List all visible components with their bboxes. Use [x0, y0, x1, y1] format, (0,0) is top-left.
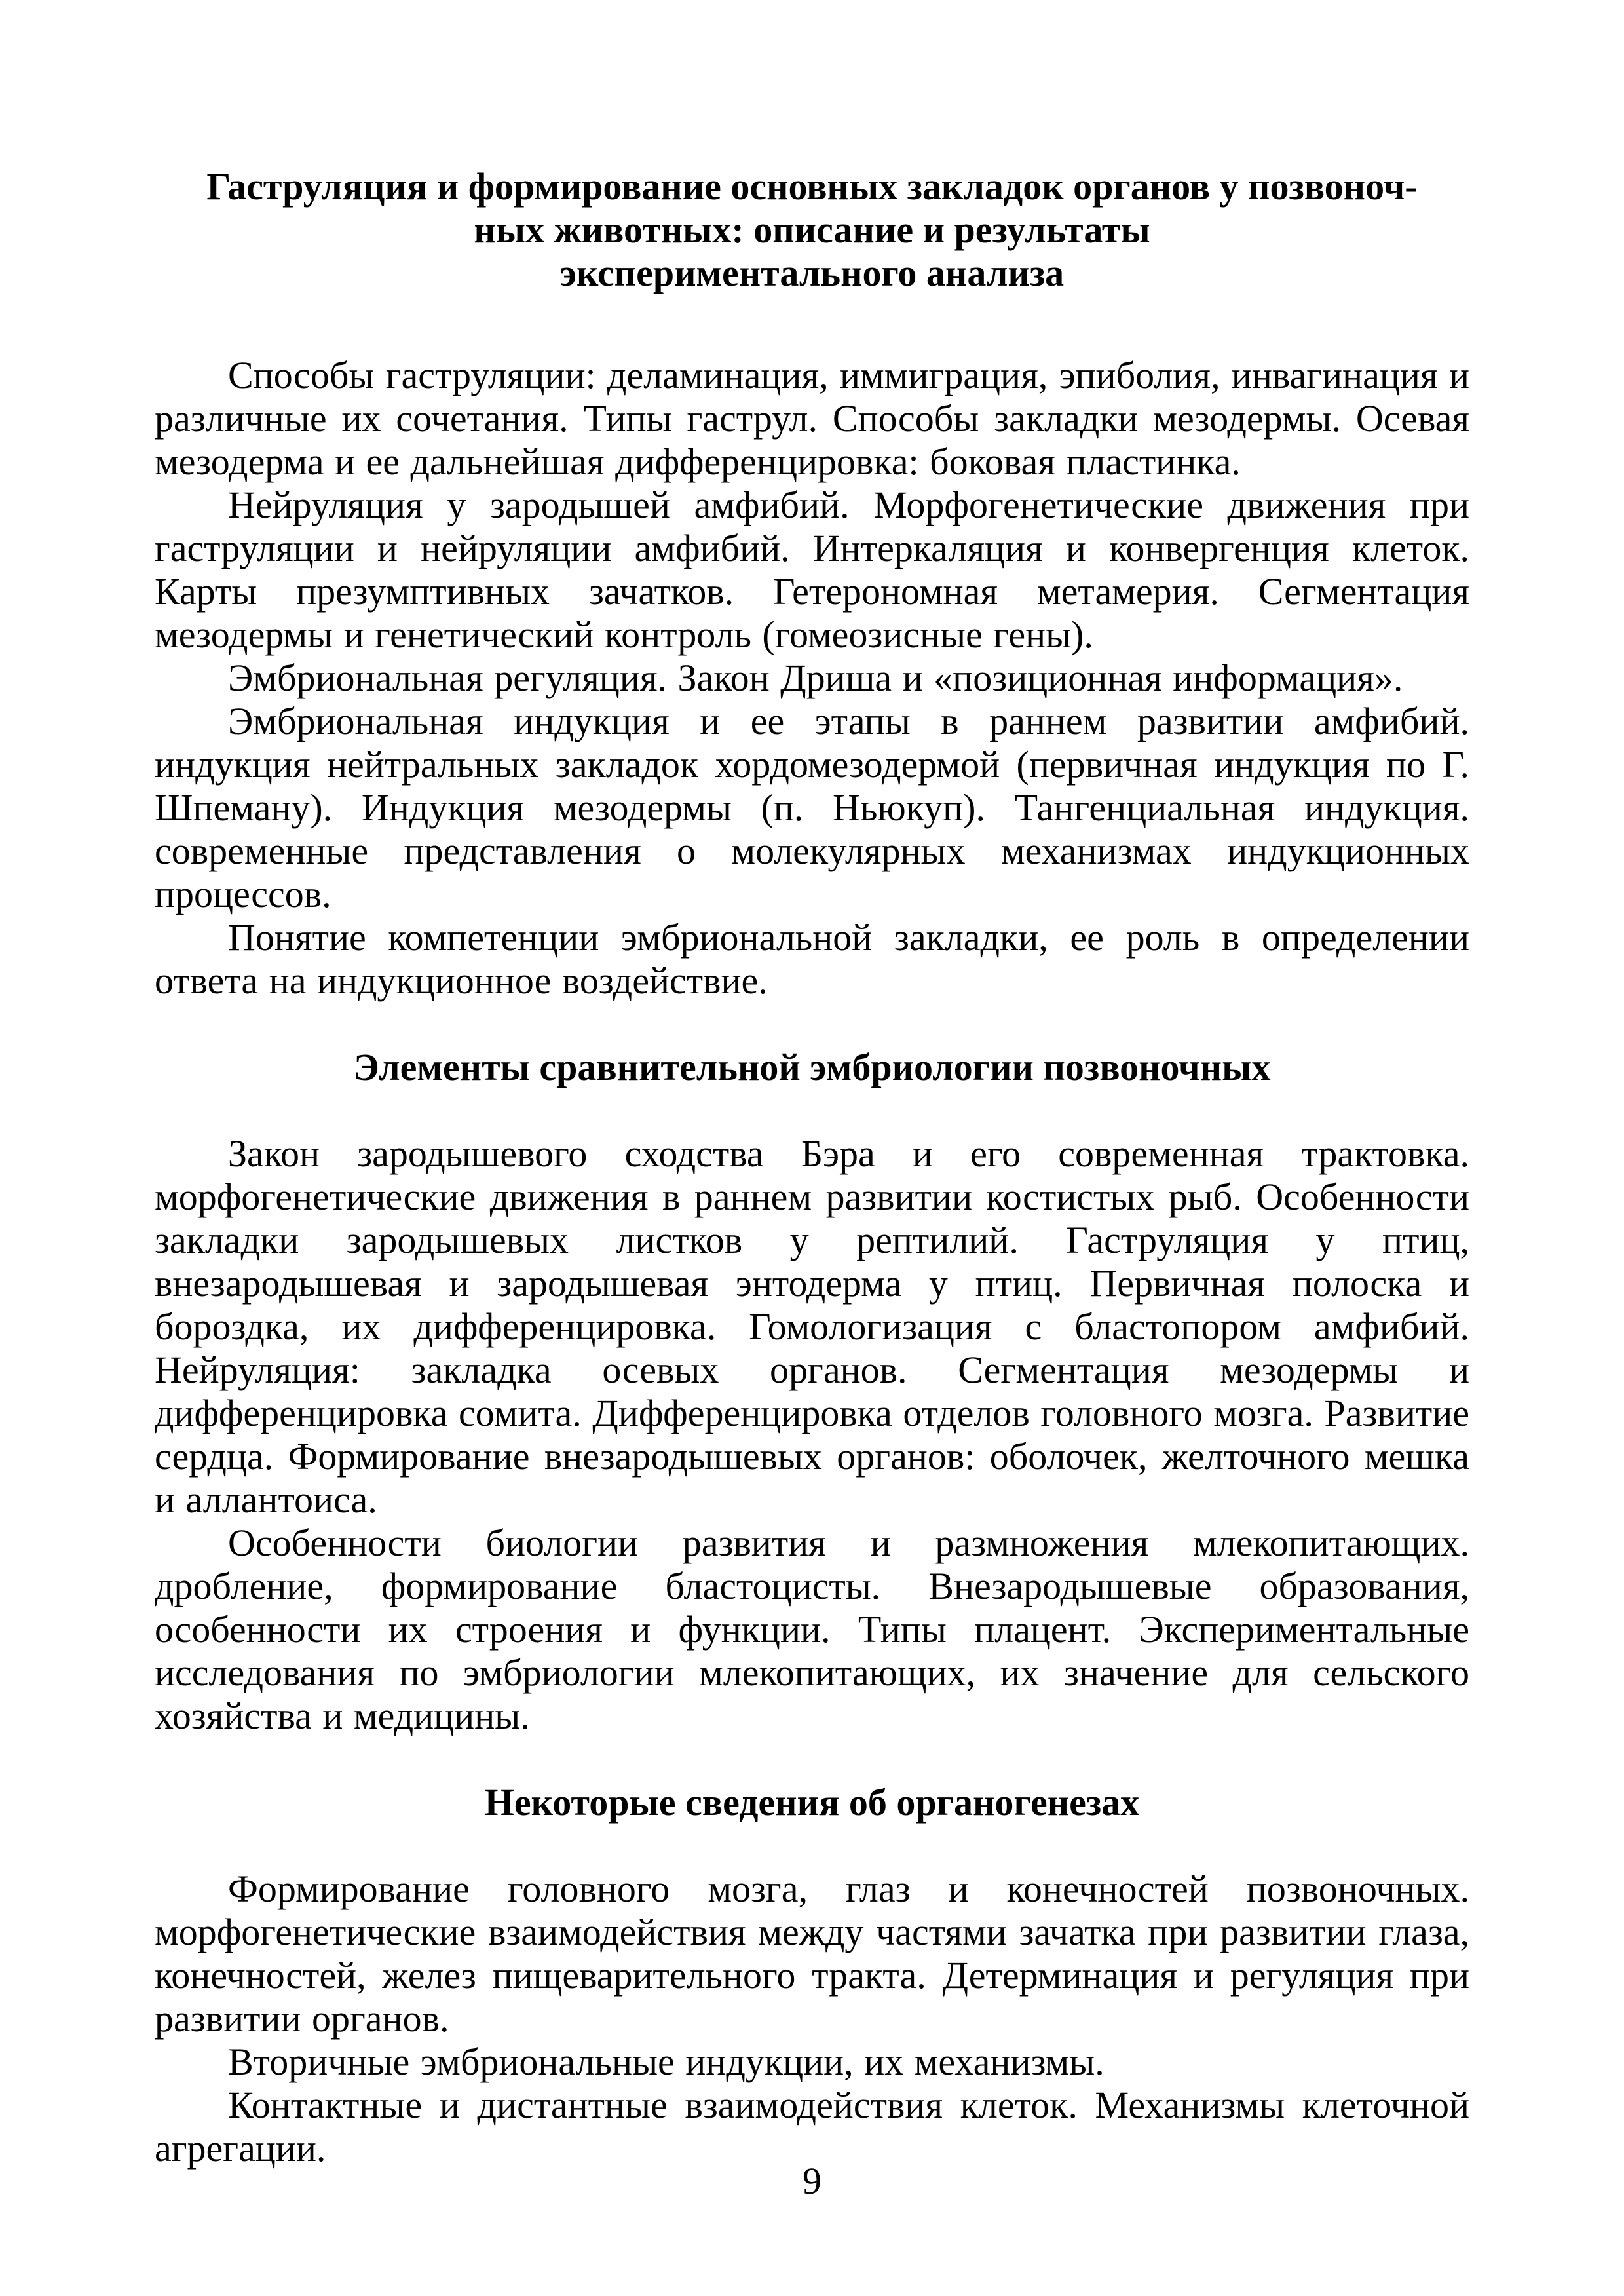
title-line-3: экспериментального анализа	[559, 252, 1065, 294]
page-number: 9	[803, 2160, 821, 2202]
document-title	[155, 165, 1469, 295]
paragraph-mammal-development: Особенности биологии развития и размножения млекопитающих. дробление, формирование бластоцисты. Внезародышевые образования, особенности их строения и функции. Типы плацент. Экспериментальные исследования по эмбриологии млекопитающих, их значение для сельского хозяйства и медицины.	[155, 1521, 1469, 1737]
title-line-2: ных животных: описание и результаты	[474, 208, 1150, 251]
text-block	[155, 165, 1469, 2170]
paragraph-secondary-inductions: Вторичные эмбриональные индукции, их механизмы.	[228, 2040, 1105, 2083]
paragraph-neurulation: Нейруляция у зародышей амфибий. Морфогенетические движения при гаструляции и нейруляции амфибий. Интеркаляция и конвергенция клеток. Карты презумптивных зачатков. Гетерономная метамерия. Сегментация мезодермы и генетический контроль (гомеозисные гены).	[155, 484, 1469, 656]
paragraph-embryonic-induction: Эмбриональная индукция и ее этапы в раннем развитии амфибий. индукция нейтральных закладок хордомезодермой (первичная индукция по Г. Шпеману). Индукция мезодермы (п. Ньюкуп). Тангенциальная индукция. современные представления о молекулярных механизмах индукционных процессов.	[155, 700, 1469, 915]
paragraph-gastrulation-methods: Способы гаструляции: деламинация, иммиграция, эпиболия, инвагинация и различные их сочетания. Типы гаструл. Способы закладки мезодермы. Осевая мезодерма и ее дальнейшая дифференцировка: боковая пластинка.	[155, 354, 1469, 483]
section-heading-organogenesis: Некоторые сведения об органогенезах	[484, 1781, 1140, 1824]
title-line-1: Гаструляция и формирование основных закладок органов у позвоноч-	[206, 165, 1418, 208]
paragraph-cell-interactions: Контактные и дистантные взаимодействия клеток. Механизмы клеточной агрегации.	[155, 2084, 1469, 2170]
paragraph-competence-concept: Понятие компетенции эмбриональной закладки, ее роль в определении ответа на индукционное воздействие.	[155, 916, 1469, 1002]
section-heading-comparative-embryology: Элементы сравнительной эмбриологии позвоночных	[353, 1046, 1271, 1088]
paragraph-embryonic-regulation: Эмбриональная регуляция. Закон Дриша и «позиционная информация».	[228, 657, 1403, 699]
paragraph-baer-law: Закон зародышевого сходства Бэра и его современная трактовка. морфогенетические движения в раннем развитии костистых рыб. Особенности закладки зародышевых листков у рептилий. Гаструляция у птиц, внезародышевая и зародышевая энтодерма у птиц. Первичная полоска и бороздка, их дифференцировка. Гомологизация с бластопором амфибий. Нейруляция: закладка осевых органов. Сегментация мезодермы и дифференцировка сомита. Дифференцировка отделов головного мозга. Развитие сердца. Формирование внезародышевых органов: оболочек, желточного мешка и аллантоиса.	[155, 1132, 1469, 1521]
paragraph-brain-eyes-limbs: Формирование головного мозга, глаз и конечностей позвоночных. морфогенетические взаимодействия между частями зачатка при развитии глаза, конечностей, желез пищеварительного тракта. Детерминация и регуляция при развитии органов.	[155, 1867, 1469, 2040]
